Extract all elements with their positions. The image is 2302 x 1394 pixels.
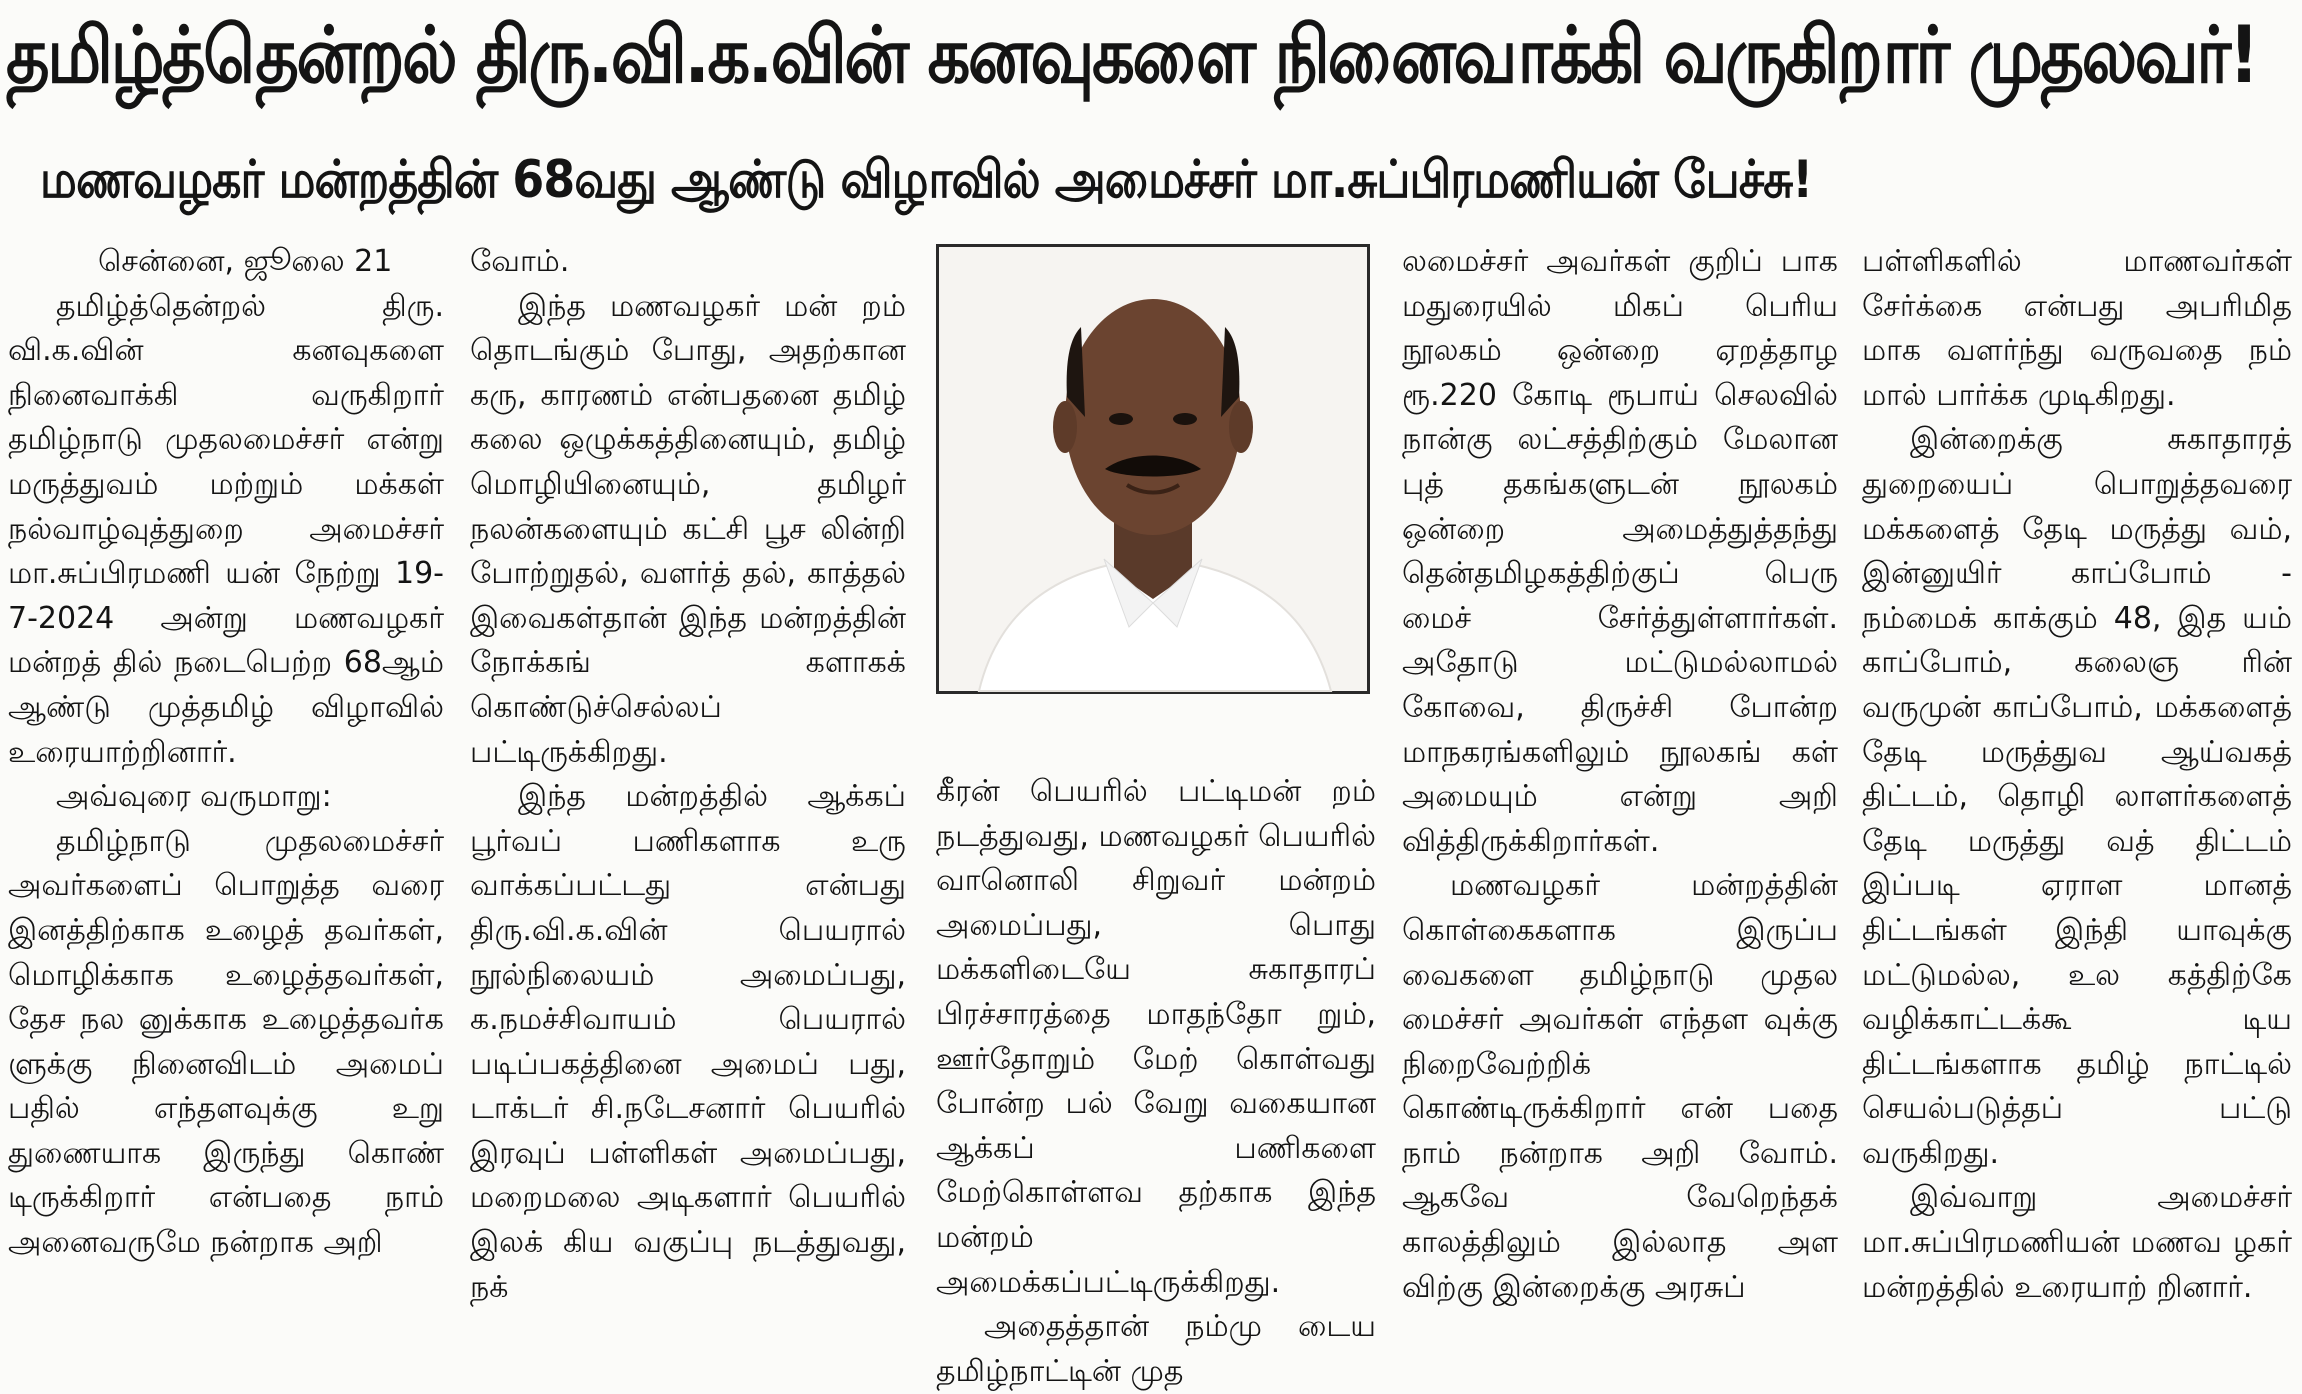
subheadline: மணவழகர் மன்றத்தின் 68வது ஆண்டு விழாவில் அமைச்சர் மா.சுப்பிரமணியன் பேச்சு! xyxy=(40,150,1813,210)
paragraph: இன்றைக்கு சுகாதாரத் துறையைப் பொறுத்தவரை மக்களைத் தேடி மருத்து வம், இன்னுயிர் காப்போம் - நம்மைக் காக்கும் 48, இத யம் காப்போம், கலைஞ ரின் வருமுன் காப்போம், மக்களைத் தேடி மருத்துவ ஆய்வகத் திட்டம், தொழி லாளர்களைத் தேடி மருத்து வத் திட்டம் இப்படி ஏராள மானத் திட்டங்கள் இந்தி யாவுக்கு மட்டுமல்ல, உல கத்திற்கே வழிக்காட்டக்கூ டிய திட்டங்களாக தமிழ் நாட்டில் செயல்படுத்தப் பட்டு வருகிறது. xyxy=(1862,422,2292,1171)
dateline: சென்னை, ஜூலை 21 xyxy=(98,244,393,279)
article-column-3 xyxy=(936,770,1376,1389)
paragraph: அவ்வுரை வருமாறு: xyxy=(56,779,332,815)
paragraph: இந்த மணவழகர் மன் றம் தொடங்கும் போது, அதற்கான கரு, காரணம் என்பதனை தமிழ் கலை ஒழுக்கத்தினையும், தமிழ் மொழியினையும், தமிழர் நலன்களையும் கட்சி பூச லின்றி போற்றுதல், வளர்த் தல், காத்தல் இவைகள்தான் இந்த மன்றத்தின் நோக்கங் களாகக் கொண்டுச்செல்லப் பட்டிருக்கிறது. xyxy=(470,288,906,770)
article-column-5 xyxy=(1862,240,2292,1318)
paragraph: லமைச்சர் அவர்கள் குறிப் பாக மதுரையில் மிகப் பெரிய நூலகம் ஒன்றை ஏறத்தாழ ரூ.220 கோடி ரூபாய் செலவில் நான்கு லட்சத்திற்கும் மேலான புத் தகங்களுடன் நூலகம் ஒன்றை அமைத்துத்தந்து தென்தமிழகத்திற்குப் பெரு மைச் சேர்த்துள்ளார்கள். அதோடு மட்டுமல்லாமல் கோவை, திருச்சி போன்ற மாநகரங்களிலும் நூலகங் கள் அமையும் என்று அறி வித்திருக்கிறார்கள். xyxy=(1402,244,1838,859)
paragraph: இவ்வாறு அமைச்சர் மா.சுப்பிரமணியன் மணவ ழகர் மன்றத்தில் உரையாற் றினார். xyxy=(1862,1180,2292,1305)
paragraph: பள்ளிகளில் மாணவர்கள் சேர்க்கை என்பது அபரிமித மாக வளர்ந்து வருவதை நம் மால் பார்க்க முடிகிறது. xyxy=(1862,244,2292,413)
paragraph: இந்த மன்றத்தில் ஆக்கப் பூர்வப் பணிகளாக உரு வாக்கப்பட்டது என்பது திரு.வி.க.வின் பெயரால் நூல்நிலையம் அமைப்பது, க.நமச்சிவாயம் பெயரால் படிப்பகத்தினை அமைப் பது, டாக்டர் சி.நடேசனார் பெயரில் இரவுப் பள்ளிகள் அமைப்பது, மறைமலை அடிகளார் பெயரில் இலக் கிய வகுப்பு நடத்துவது, நக் xyxy=(470,779,906,1305)
paragraph: வோம். xyxy=(470,244,570,279)
headline: தமிழ்த்தென்றல் திரு.வி.க.வின் கனவுகளை நினைவாக்கி வருகிறார் முதலவர்! xyxy=(6,11,2257,101)
paragraph: மணவழகர் மன்றத்தின் கொள்கைகளாக இருப்ப வைகளை தமிழ்நாடு முதல மைச்சர் அவர்கள் எந்தள வுக்கு நிறைவேற்றிக் கொண்டிருக்கிறார் என் பதை நாம் நன்றாக அறி வோம். ஆகவே வேறெந்தக் காலத்திலும் இல்லாத அள விற்கு இன்றைக்கு அரசுப் xyxy=(1402,868,1838,1305)
paragraph: கீரன் பெயரில் பட்டிமன் றம் நடத்துவது, மணவழகர் பெயரில் வானொலி சிறுவர் மன்றம் அமைப்பது, பொது மக்களிடையே சுகாதாரப் பிரச்சாரத்தை மாதந்தோ றும், ஊர்தோறும் மேற் கொள்வது போன்ற பல் வேறு வகையான ஆக்கப் பணிகளை மேற்கொள்ளவ தற்காக இந்த மன்றம் அமைக்கப்பட்டிருக்கிறது. xyxy=(936,774,1376,1300)
article-column-1 xyxy=(8,240,444,1318)
paragraph: தமிழ்த்தென்றல் திரு. வி.க.வின் கனவுகளை நினைவாக்கி வருகிறார் தமிழ்நாடு முதலமைச்சர் என்று மருத்துவம் மற்றும் மக்கள் நல்வாழ்வுத்துறை அமைச்சர் மா.சுப்பிரமணி யன் நேற்று 19-7-2024 அன்று மணவழகர் மன்றத் தில் நடைபெற்ற 68ஆம் ஆண்டு முத்தமிழ் விழாவில் உரையாற்றினார். xyxy=(8,288,444,770)
article-column-2 xyxy=(470,240,906,1318)
article-column-4 xyxy=(1402,240,1838,1318)
paragraph: அதைத்தான் நம்மு டைய தமிழ்நாட்டின் முத xyxy=(936,1309,1376,1389)
paragraph: தமிழ்நாடு முதலமைச்சர் அவர்களைப் பொறுத்த வரை இனத்திற்காக உழைத் தவர்கள், மொழிக்காக உழைத்தவர்கள், தேச நல னுக்காக உழைத்தவர்க ளுக்கு நினைவிடம் அமைப் பதில் எந்தளவுக்கு உறு துணையாக இருந்து கொண் டிருக்கிறார் என்பதை நாம் அனைவருமே நன்றாக அறி xyxy=(8,823,444,1261)
portrait-illustration xyxy=(939,247,1367,691)
minister-portrait-photo xyxy=(936,244,1370,694)
